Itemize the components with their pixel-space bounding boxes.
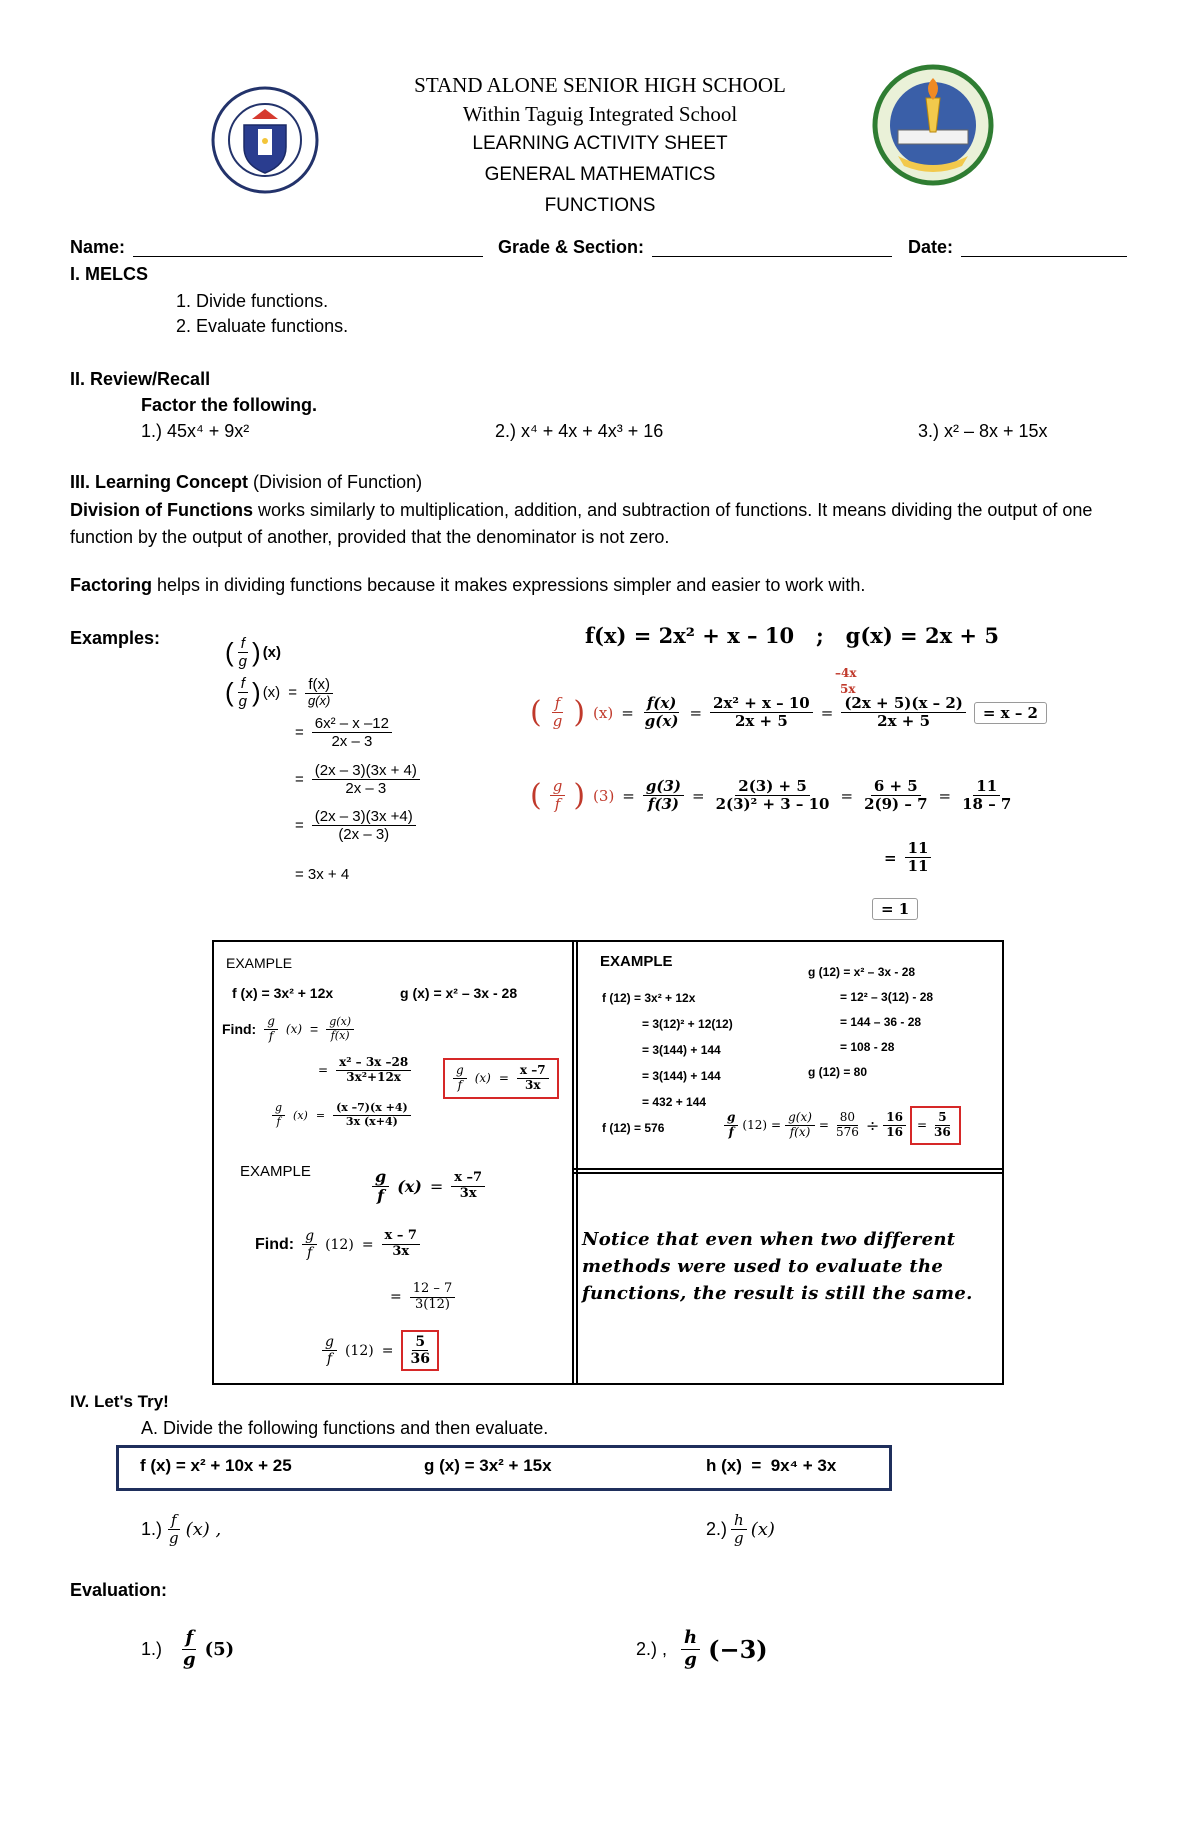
try-question-1: 1.) $\frac{f}{g}$ (x) , [141, 1511, 222, 1548]
concept-heading-row [70, 472, 422, 493]
boxA-find: Find: $\frac{g}{f}$ (x) = $\frac{g(x)}{f(x)}$ [222, 1015, 354, 1044]
evaluation-question-1: 1.) $\frac{f}{g}$ (5) [141, 1627, 235, 1670]
boxA-title: EXAMPLE [226, 955, 293, 971]
concept-heading: III. Learning Concept [70, 472, 249, 492]
sheet-title: LEARNING ACTIVITY SHEET [472, 133, 728, 154]
try-instruction: A. Divide the following functions and then evaluate. [141, 1418, 549, 1438]
ex2-annotation: –4x [835, 666, 857, 680]
boxB-g-lines: g (12) = x² – 3x - 28 = 12² – 3(12) - 28 = 144 – 36 - 28 = 108 - 28 g (12) = 80 [808, 965, 934, 1079]
examples-label: Examples: [70, 628, 161, 648]
melc-item: 1. Divide functions. [176, 291, 329, 311]
grade-label: Grade & Section: [498, 237, 645, 257]
boxB-title: EXAMPLE [600, 953, 673, 970]
boxA-g: g (x) = x² – 3x - 28 [400, 985, 518, 1001]
concept-paragraph [70, 497, 1130, 551]
ex1-step2: = $\frac{(2x - 3)(3x + 4)}{2x - 3}$ [295, 762, 420, 798]
topic-title: FUNCTIONS [544, 195, 656, 216]
boxA-step1: = $\frac{\text{x² – 3x –28}}{\text{3x²+12x}}$ [318, 1056, 411, 1085]
ex1-step1: = $\frac{\text{6x² – x –12}}{2x - 3}$ [295, 715, 392, 751]
factoring-text: helps in dividing functions because it makes expressions simpler and easier to work with. [152, 575, 866, 595]
date-field[interactable] [908, 237, 1127, 258]
concept-heading-note: (Division of Function) [253, 472, 423, 492]
name-field[interactable] [70, 237, 483, 258]
ex2-line1: ( $\frac{f}{g}$ ) (x) = $\frac{f(x)}{g(x)}$ = $\frac{\text{2x² + x – 10}}{2x + 5}$ = $\frac{(2x + 5)(x - 2)}{2x + 5}$ = x – 2 [530, 695, 1047, 731]
concept-bold-term: Division of Functions [70, 500, 253, 520]
ex2-given: f(x) = 2x² + x – 10 ; g(x) = 2x + 5 [585, 623, 999, 648]
f-over-g: $\frac{f}{g}$ [238, 635, 248, 671]
ex1-step3: = $\frac{(2x - 3)(3x +4)}{(2x - 3)}$ [295, 808, 416, 844]
boxA-step3: = $\frac{12 - 7}{3(12)}$ [390, 1282, 455, 1313]
review-instruction: Factor the following. [141, 395, 317, 415]
school-name: STAND ALONE SENIOR HIGH SCHOOL [414, 73, 786, 97]
boxB-quotient: $\frac{g}{f}$ (12) = $\frac{g(x)}{f(x)}$ = $\frac{80}{576}$ ÷ $\frac{16}{16}$ = $\frac{5}{36}$ [724, 1106, 961, 1145]
boxA-def2: $\frac{g}{f}$ (x) = $\frac{x -7}{3x}$ [372, 1168, 485, 1206]
boxB-f-lines: f (12) = 3x² + 12x = 3(12)² + 12(12) = 3(144) + 144 = 3(144) + 144 = 432 + 144 f (12) = 576 [602, 991, 733, 1135]
ex2-final-box: = 1 [872, 898, 918, 920]
f-over-g: $\frac{f}{g}$ [238, 674, 248, 710]
ex2-result-box: = x – 2 [974, 702, 1047, 724]
ex2-line2: ( $\frac{g}{f}$ ) (3) = $\frac{g(3)}{f(3)}$ = $\frac{2(3) + 5}{\text{2(3)² + 3 – 10}}$ = $\frac{6 + 5}{2(9) - 7}$ = $\frac{11}{18 - 7}$ [530, 777, 1012, 814]
factoring-paragraph [70, 575, 1130, 596]
try-heading: IV. Let's Try! [70, 1392, 169, 1411]
ex2-line3: = $\frac{11}{11}$ [884, 840, 931, 876]
note-text: Notice that even when two different methods were used to evaluate the functions, the result is still the same. [582, 1229, 973, 1304]
boxA-answer-box: $\frac{g}{f}$ (x) = $\frac{x -7}{3x}$ [443, 1058, 559, 1099]
review-item: 2.) x⁴ + 4x + 4x³ + 16 [495, 421, 664, 441]
try-g: g (x) = 3x² + 15x [424, 1456, 552, 1475]
ex1-var: (x) [262, 644, 282, 662]
melcs-heading: I. MELCS [70, 264, 149, 284]
date-label: Date: [908, 237, 954, 257]
ex1-def-fraction: $\frac{f(x)}{g(x)}$ [305, 676, 333, 709]
review-item: 1.) 45x⁴ + 9x² [141, 421, 250, 441]
factoring-bold-term: Factoring [70, 575, 153, 595]
ex2-annotation: 5x [840, 682, 856, 696]
boxA-step2: $\frac{g}{f}$ (x) = $\frac{(x -7)(x +4)}{3x (x+4)}$ [272, 1102, 411, 1128]
subject-title: GENERAL MATHEMATICS [484, 164, 716, 185]
melc-item: 2. Evaluate functions. [176, 316, 349, 336]
boxA-f: f (x) = 3x² + 12x [232, 985, 334, 1001]
ex1-result: = 3x + 4 [295, 866, 350, 883]
school-subtitle: Within Taguig Integrated School [462, 102, 738, 126]
evaluation-heading: Evaluation: [70, 1580, 168, 1600]
concept-text: works similarly to multiplication, addition, and subtraction of functions. It means dividing the output of one function by the output of another, provided that the denominator is not zero. [70, 500, 1093, 547]
review-heading: II. Review/Recall [70, 369, 211, 389]
boxA-final: $\frac{g}{f}$ (12) = $\frac{5}{36}$ [322, 1330, 439, 1371]
try-h: h (x) = 9x⁴ + 3x [706, 1456, 837, 1475]
boxA-find2: Find: $\frac{g}{f}$ (12) = $\frac{x - 7}{3x}$ [255, 1228, 420, 1261]
name-label: Name: [70, 237, 126, 257]
example1: ( $\frac{f}{g}$ ) (x) ( $\frac{f}{g}$ ) (x) = $\frac{f(x)}{g(x)}$ [225, 635, 333, 710]
try-f: f (x) = x² + 10x + 25 [140, 1456, 292, 1475]
boxA-title2: EXAMPLE [240, 1163, 311, 1180]
try-question-2: 2.) $\frac{h}{g}$ (x) [706, 1511, 775, 1548]
grade-field[interactable] [498, 237, 892, 258]
evaluation-question-2: 2.) , $\frac{h}{g}$ (−3) [636, 1627, 768, 1670]
review-item: 3.) x² – 8x + 15x [918, 421, 1048, 441]
